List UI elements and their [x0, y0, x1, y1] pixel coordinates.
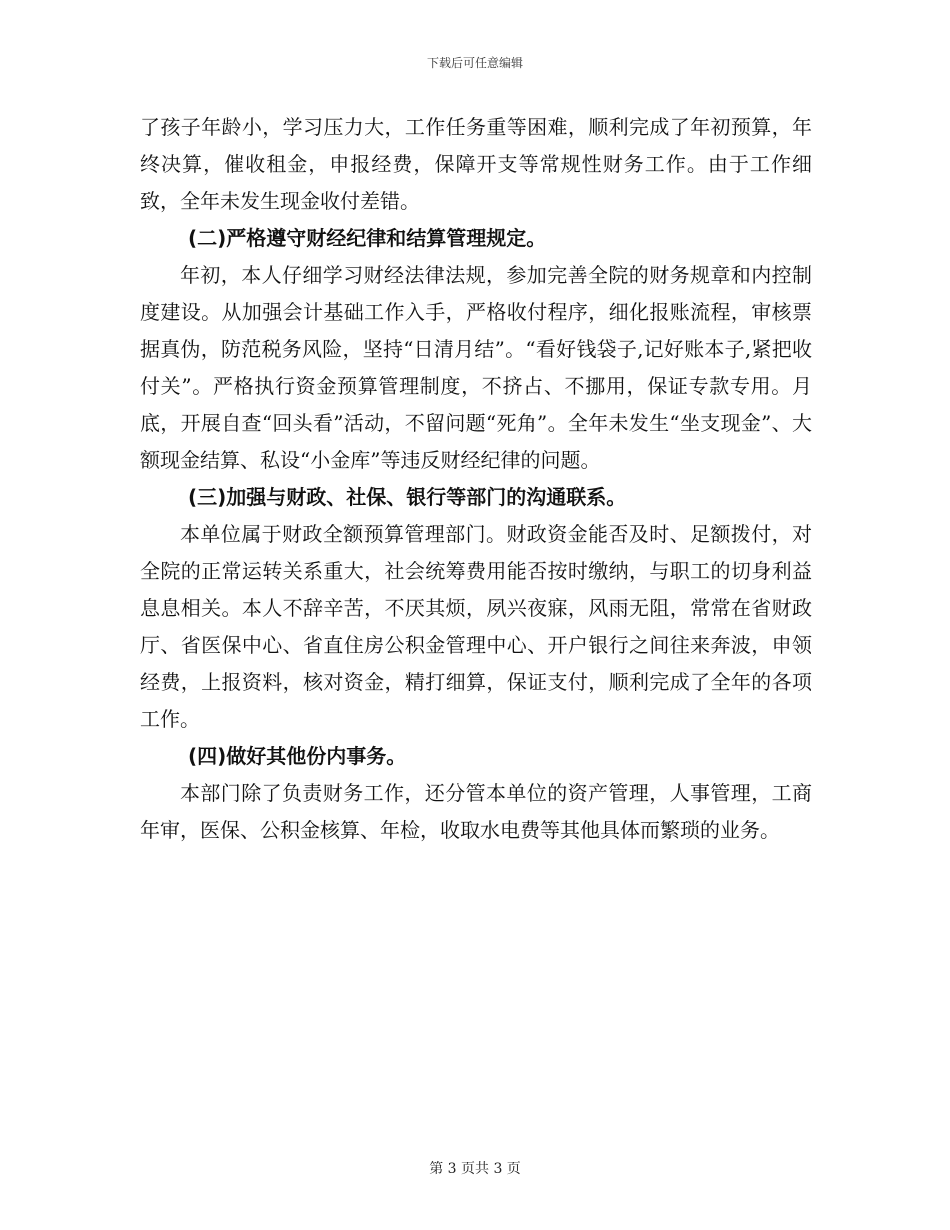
page-header-note: 下载后可任意编辑 [426, 56, 523, 70]
section-heading-2: (二)严格遵守财经纪律和结算管理规定。 [188, 226, 547, 250]
document-body [140, 109, 812, 849]
paragraph-section-3: 本单位属于财政全额预算管理部门。财政资金能否及时、足额拨付，对全院的正常运转关系重大，社会统筹费用能否按时缴纳，与职工的切身利益息息相关。本人不辞辛苦，不厌其烦，夙兴夜寐，风雨无阻，常常在省财政厅、省医保中心、省直住房公积金管理中心、开户银行之间往来奔波，申领经费，上报资料，核对资金，精打细算，保证支付，顺利完成了全年的各项工作。 [140, 522, 812, 731]
paragraph-section-4: 本部门除了负责财务工作，还分管本单位的资产管理，人事管理，工商年审，医保、公积金核算、年检，收取水电费等其他具体而繁琐的业务。 [140, 781, 812, 842]
paragraph-section-2: 年初，本人仔细学习财经法律法规，参加完善全院的财务规章和内控制度建设。从加强会计基础工作入手，严格收付程序，细化报账流程，审核票据真伪，防范税务风险，坚持“日清月结”。“看好钱袋子,记好账本子,紧把收付关”。严格执行资金预算管理制度，不挤占、不挪用，保证专款专用。月底，开展自查“回头看”活动，不留问题“死角”。全年未发生“坐支现金”、大额现金结算、私设“小金库”等违反财经纪律的问题。 [140, 263, 812, 472]
page-number-footer: 第 3 页共 3 页 [429, 1161, 521, 1177]
section-heading-3: (三)加强与财政、社保、银行等部门的沟通联系。 [188, 485, 627, 509]
paragraph-continuation: 了孩子年龄小，学习压力大，工作任务重等困难，顺利完成了年初预算，年终决算，催收租金，申报经费，保障开支等常规性财务工作。由于工作细致，全年未发生现金收付差错。 [140, 115, 812, 213]
section-heading-4: (四)做好其他份内事务。 [188, 744, 407, 768]
